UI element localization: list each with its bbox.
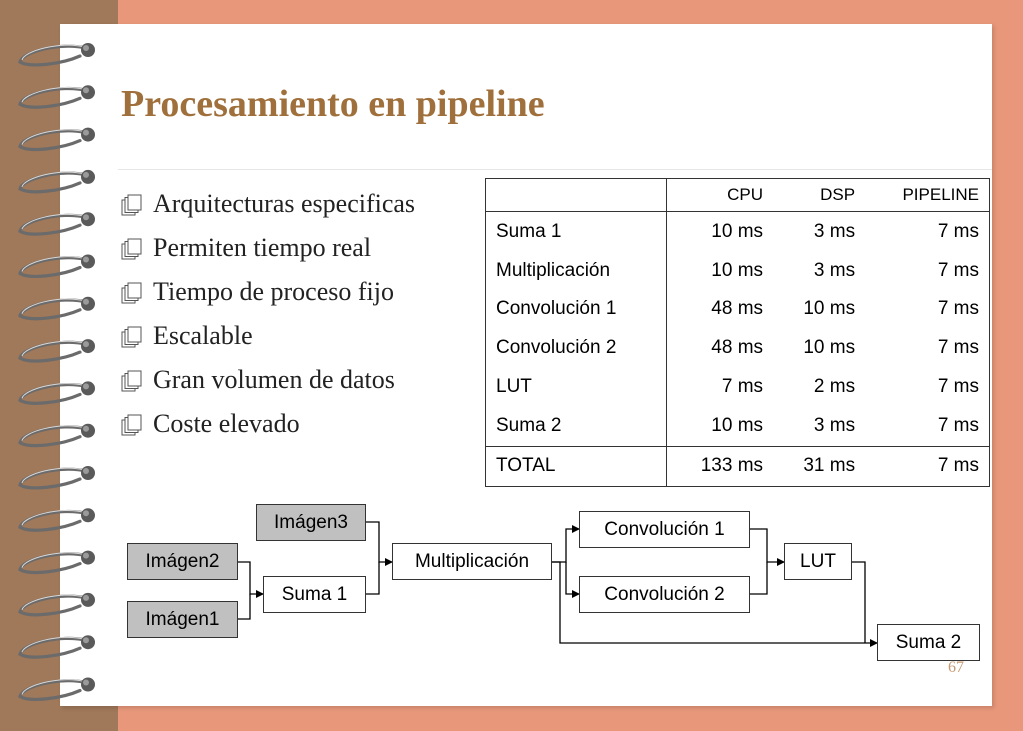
table-cell: Suma 1 [486, 212, 667, 252]
spiral-ring [20, 593, 95, 615]
table-row [486, 251, 989, 290]
table-cell: 7 ms [937, 337, 979, 359]
table-cell: 7 ms [937, 220, 979, 242]
node-lut: LUT [784, 543, 852, 580]
table-cell: 133 ms [667, 446, 773, 486]
table-header-row [486, 179, 989, 212]
table-cell: 10 ms [711, 259, 764, 281]
bullet-item [121, 318, 461, 354]
node-convolucion1: Convolución 1 [579, 511, 750, 548]
table-cell: TOTAL [486, 446, 667, 486]
table-cell: 7 ms [865, 446, 989, 486]
node-imagen1: Imágen1 [127, 601, 238, 638]
spiral-ring [20, 128, 95, 150]
table-cell: 31 ms [773, 446, 865, 486]
spiral-ring [20, 635, 95, 657]
bullet-text: Escalable [153, 321, 253, 350]
table-cell: 3 ms [813, 415, 856, 437]
table-cell: Convolución 2 [486, 329, 667, 368]
bullet-item [121, 186, 461, 222]
table-cell: 3 ms [813, 259, 856, 281]
spiral-ring [20, 212, 95, 234]
bullet-item [121, 362, 461, 398]
table-cell: Suma 2 [486, 407, 667, 447]
table-cell: 10 ms [711, 415, 764, 437]
table-row [486, 290, 989, 329]
table-header-cell: DSP [773, 179, 865, 212]
notepad-icon [121, 326, 145, 348]
table-cell: 3 ms [813, 220, 856, 242]
bullet-text: Tiempo de proceso fijo [153, 277, 394, 306]
bullet-list [121, 186, 461, 450]
spiral-ring [20, 255, 95, 277]
bullet-item [121, 230, 461, 266]
table-cell: 7 ms [937, 415, 979, 437]
spiral-ring [20, 551, 95, 573]
table-cell: Convolución 1 [486, 290, 667, 329]
spiral-ring [20, 424, 95, 446]
node-convolucion2: Convolución 2 [579, 576, 750, 613]
bullet-text: Coste elevado [153, 409, 300, 438]
table-cell: 7 ms [937, 259, 979, 281]
notepad-icon [121, 238, 145, 260]
table-cell: 7 ms [937, 298, 979, 320]
spiral-binding [0, 0, 110, 731]
node-multiplicacion: Multiplicación [392, 543, 552, 580]
table-cell: 48 ms [711, 337, 764, 359]
bullet-text: Arquitecturas especificas [153, 189, 416, 218]
table-row [486, 407, 989, 447]
table-total-row [486, 446, 989, 486]
table-cell: 7 ms [937, 376, 979, 398]
table-row [486, 368, 989, 407]
notepad-icon [121, 194, 145, 216]
timing-table [485, 178, 990, 487]
spiral-ring [20, 678, 95, 700]
table-row [486, 329, 989, 368]
table-header-cell [486, 179, 667, 212]
spiral-ring [20, 170, 95, 192]
table-cell: 10 ms [803, 337, 856, 359]
table-cell: 10 ms [711, 220, 764, 242]
spiral-ring [20, 43, 95, 65]
spiral-ring [20, 339, 95, 361]
table-header-cell: PIPELINE [865, 179, 989, 212]
spiral-ring [20, 466, 95, 488]
title-divider [118, 169, 992, 170]
slide-title: Procesamiento en pipeline [121, 83, 545, 125]
notepad-icon [121, 282, 145, 304]
node-suma2: Suma 2 [877, 624, 980, 661]
bullet-item [121, 406, 461, 442]
spiral-ring [20, 297, 95, 319]
table-cell: 10 ms [803, 298, 856, 320]
table-cell: 2 ms [813, 376, 856, 398]
notepad-icon [121, 414, 145, 436]
table-cell: 7 ms [721, 376, 764, 398]
bullet-text: Permiten tiempo real [153, 233, 372, 262]
table-cell: Multiplicación [486, 251, 667, 290]
node-suma1: Suma 1 [263, 576, 366, 613]
page-number: 67 [948, 659, 964, 676]
table-cell: 48 ms [711, 298, 764, 320]
spiral-ring [20, 381, 95, 403]
node-imagen2: Imágen2 [127, 543, 238, 580]
node-imagen3: Imágen3 [256, 504, 366, 541]
table-row [486, 212, 989, 252]
notepad-icon [121, 370, 145, 392]
table-header-cell: CPU [667, 179, 773, 212]
spiral-ring [20, 508, 95, 530]
bullet-item [121, 274, 461, 310]
spiral-ring [20, 85, 95, 107]
table-cell: LUT [486, 368, 667, 407]
bullet-text: Gran volumen de datos [153, 365, 395, 394]
